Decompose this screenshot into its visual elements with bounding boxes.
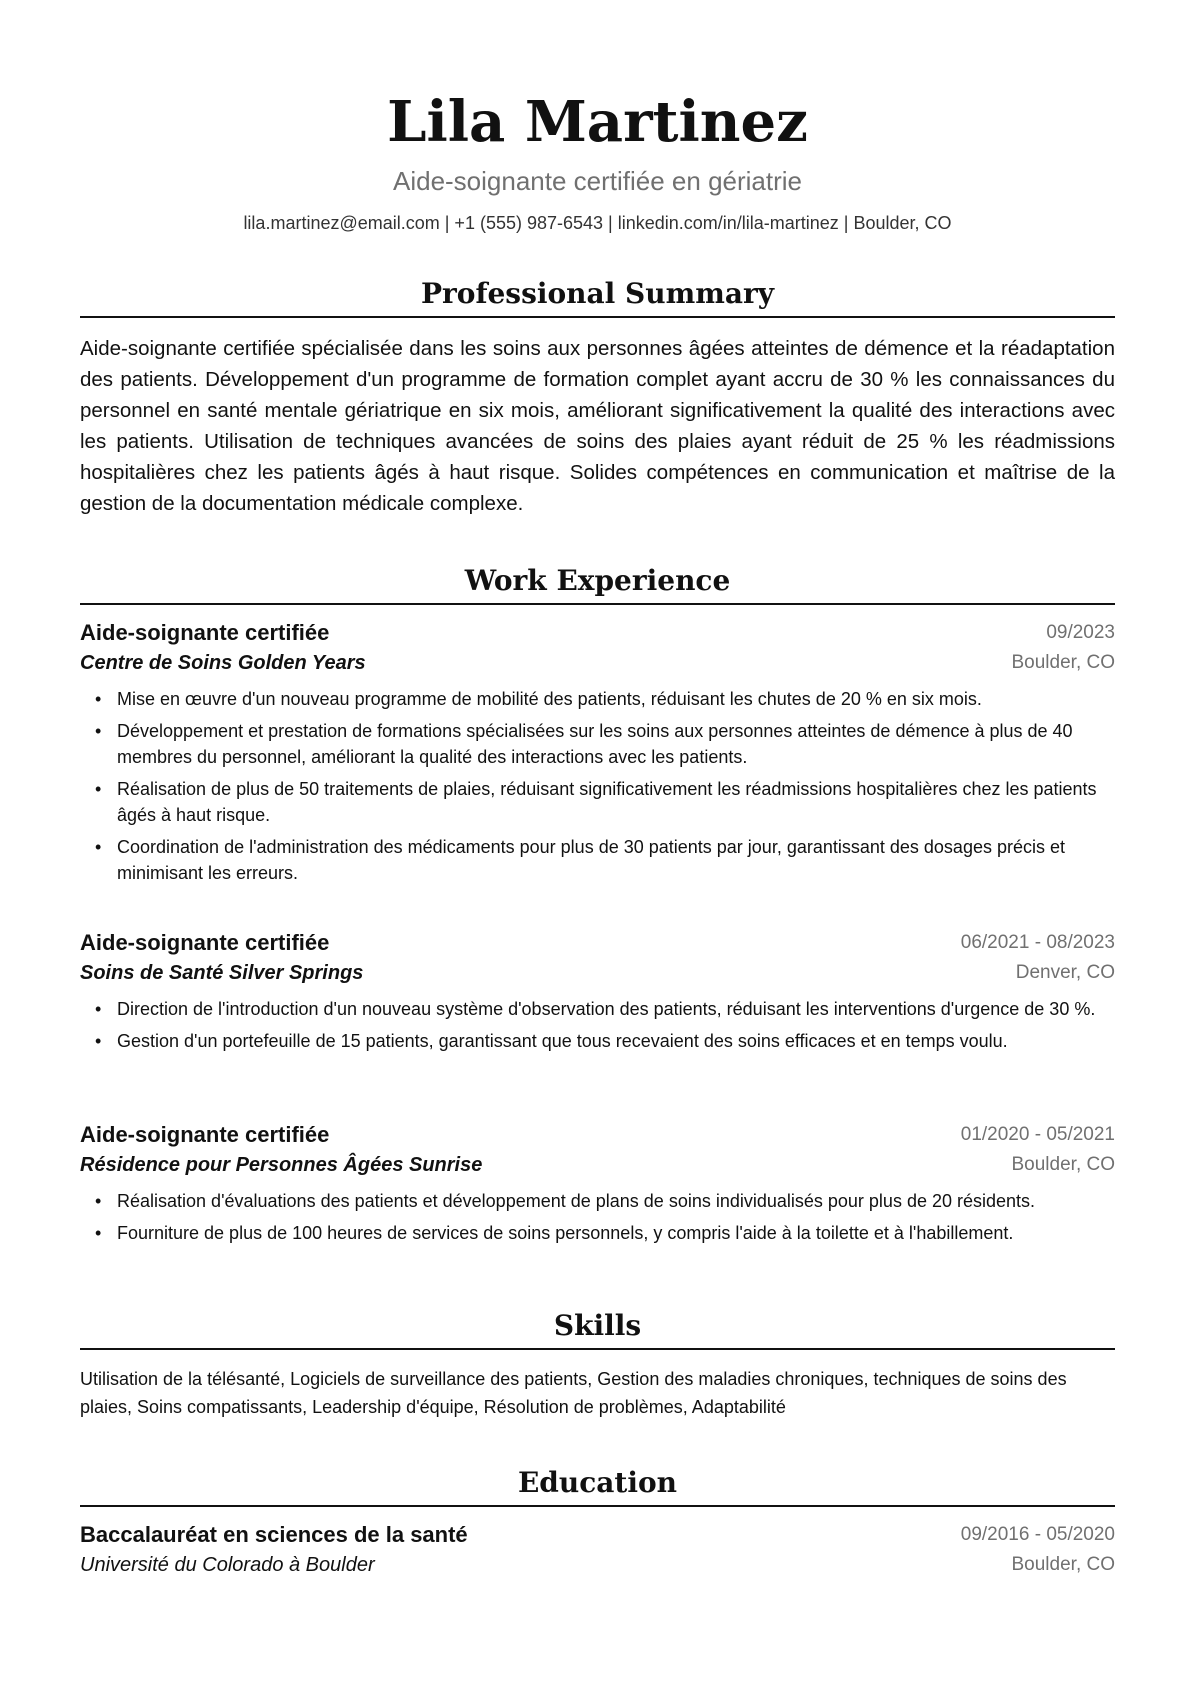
- education-dates: 09/2016 - 05/2020: [960, 1524, 1115, 1545]
- job-location: Boulder, CO: [1011, 1154, 1115, 1175]
- summary-divider: [80, 316, 1115, 318]
- job-dates: 06/2021 - 08/2023: [960, 932, 1115, 953]
- bullet-icon: •: [95, 1223, 102, 1243]
- job-bullet-text: Gestion d'un portefeuille de 15 patients, garantissant que tous recevaient des soins efficaces et en temps voulu.: [117, 1031, 1008, 1051]
- job-title: Aide-soignante certifiée: [80, 930, 330, 955]
- bullet-icon: •: [95, 837, 102, 857]
- education-divider: [80, 1505, 1115, 1507]
- experience-divider: [80, 603, 1115, 605]
- contact-line: lila.martinez@email.com | +1 (555) 987-6543 | linkedin.com/in/lila-martinez | Boulder, CO: [243, 213, 952, 233]
- education-entry: [80, 1520, 1115, 1580]
- job-bullets: [80, 996, 1115, 1054]
- experience-section-title: Work Experience: [464, 564, 731, 597]
- job-bullets: [80, 686, 1115, 886]
- job-bullet: [80, 1220, 1115, 1246]
- bullet-icon: •: [95, 689, 102, 709]
- job-bullet-text: Réalisation d'évaluations des patients et développement de plans de soins individualisés pour plus de 20 résidents.: [117, 1191, 1036, 1211]
- job-bullet-text: Réalisation de plus de 50 traitements de plaies, réduisant significativement les réadmissions hospitalières chez les patients âgés à haut risque.: [117, 779, 1097, 825]
- employer-name: Centre de Soins Golden Years: [80, 652, 366, 674]
- job-bullet: [80, 718, 1115, 770]
- summary-text: Aide-soignante certifiée spécialisée dans les soins aux personnes âgées atteintes de démence et la réadaptation des patients. Développement d'un programme de formation complet ayant accru de 30 % les connaissances du personnel en santé mentale gériatrique en six mois, améliorant significativement la qualité des interactions avec les patients. Utilisation de techniques avancées de soins des plaies ayant réduit de 25 % les réadmissions hospitalières chez les patients âgés à haut risque. Solides compétences en communication et maîtrise de la gestion de la documentation médicale complexe.: [80, 337, 1115, 515]
- job-entry: [80, 928, 1115, 1060]
- job-title: Aide-soignante certifiée: [80, 1122, 330, 1147]
- skills-section-title: Skills: [553, 1309, 642, 1342]
- job-dates: 01/2020 - 05/2021: [960, 1124, 1115, 1145]
- job-bullet-text: Fourniture de plus de 100 heures de services de soins personnels, y compris l'aide à la toilette et à l'habillement.: [117, 1223, 1014, 1243]
- job-bullet-text: Développement et prestation de formations spécialisées sur les soins aux personnes atteintes de démence à plus de 40 membres du personnel, améliorant la qualité des interactions avec les patients.: [117, 721, 1073, 767]
- education-section-title: Education: [517, 1466, 678, 1499]
- skills-divider: [80, 1348, 1115, 1350]
- job-bullet: [80, 996, 1115, 1022]
- school-name: Université du Colorado à Boulder: [80, 1554, 375, 1576]
- bullet-icon: •: [95, 721, 102, 741]
- job-title: Aide-soignante certifiée: [80, 620, 330, 645]
- job-bullet: [80, 1028, 1115, 1054]
- candidate-name: Lila Martinez: [387, 89, 808, 155]
- job-bullet: [80, 834, 1115, 886]
- education-location: Boulder, CO: [1011, 1554, 1115, 1575]
- job-location: Boulder, CO: [1011, 652, 1115, 673]
- employer-name: Soins de Santé Silver Springs: [80, 962, 364, 984]
- job-bullets: [80, 1188, 1115, 1246]
- summary-section-title: Professional Summary: [420, 277, 775, 310]
- job-bullet: [80, 1188, 1115, 1214]
- job-dates: 09/2023: [1046, 622, 1115, 643]
- job-bullet-text: Coordination de l'administration des médicaments pour plus de 30 patients par jour, garantissant des dosages précis et minimisant les erreurs.: [117, 837, 1065, 883]
- candidate-headline: Aide-soignante certifiée en gériatrie: [392, 166, 803, 196]
- bullet-icon: •: [95, 779, 102, 799]
- bullet-icon: •: [95, 1191, 102, 1211]
- job-bullet: [80, 686, 1115, 712]
- skills-text: Utilisation de la télésanté, Logiciels de surveillance des patients, Gestion des maladies chroniques, techniques de soins des plaies, Soins compatissants, Leadership d'équipe, Résolution de problèmes, Adaptabilité: [80, 1369, 1067, 1417]
- bullet-icon: •: [95, 1031, 102, 1051]
- job-location: Denver, CO: [1015, 962, 1115, 983]
- bullet-icon: •: [95, 999, 102, 1019]
- job-bullet-text: Direction de l'introduction d'un nouveau système d'observation des patients, réduisant les interventions d'urgence de 30 %.: [117, 999, 1096, 1019]
- job-entry: [80, 1120, 1115, 1252]
- degree-title: Baccalauréat en sciences de la santé: [80, 1522, 468, 1547]
- employer-name: Résidence pour Personnes Âgées Sunrise: [80, 1154, 483, 1176]
- job-bullet: [80, 776, 1115, 828]
- job-bullet-text: Mise en œuvre d'un nouveau programme de mobilité des patients, réduisant les chutes de 20 % en six mois.: [117, 689, 982, 709]
- job-entry: [80, 618, 1115, 892]
